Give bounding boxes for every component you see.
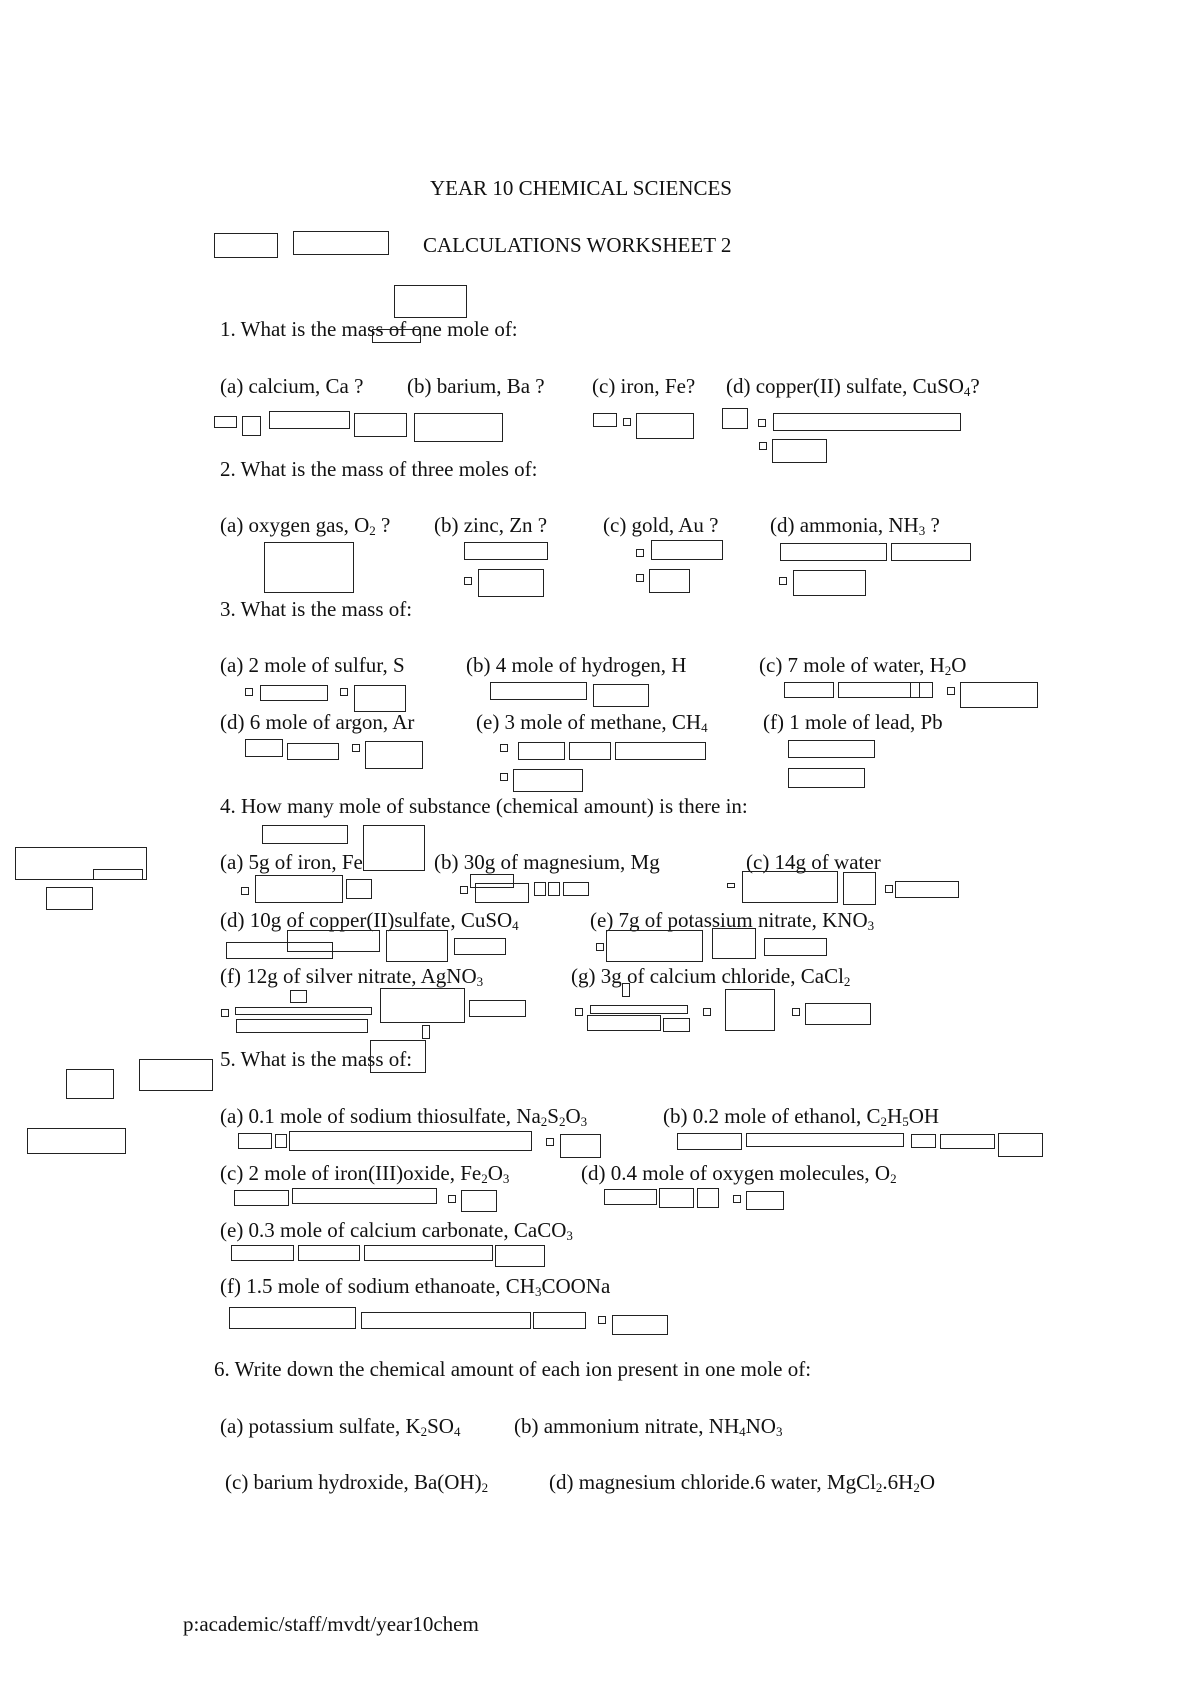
- q5-b-text: (b) 0.2 mole of ethanol, C: [663, 1104, 881, 1128]
- q3-e-sub: 4: [701, 720, 708, 735]
- empty-box: [269, 411, 350, 429]
- empty-box: [236, 1019, 368, 1033]
- q3-c-tail: O: [951, 653, 967, 677]
- q6-b-mid: NO: [745, 1414, 776, 1438]
- empty-box: [746, 1133, 904, 1147]
- empty-box: [422, 1025, 430, 1039]
- q2-a-sub: 2: [369, 523, 376, 538]
- q3-c-sub: 2: [944, 663, 952, 678]
- q5-a-mid: S: [547, 1104, 559, 1128]
- empty-box: [346, 879, 372, 899]
- q5-part-f: [220, 1274, 610, 1298]
- empty-box: [238, 1133, 272, 1149]
- empty-box: [260, 685, 328, 701]
- empty-box: [575, 1008, 583, 1016]
- q5-c-mid: O: [487, 1161, 503, 1185]
- empty-box: [895, 881, 959, 898]
- q5-f-text: (f) 1.5 mole of sodium ethanoate, CH: [220, 1274, 535, 1298]
- empty-box: [66, 1069, 114, 1099]
- empty-box: [793, 570, 866, 596]
- empty-box: [264, 542, 354, 593]
- empty-box: [606, 930, 703, 962]
- q6-a-sub1: 2: [420, 1424, 428, 1439]
- empty-box: [340, 688, 348, 696]
- q6-part-b: [514, 1414, 782, 1438]
- empty-box: [727, 883, 735, 888]
- page-subtitle: CALCULATIONS WORKSHEET 2: [423, 233, 732, 257]
- q6-a-text: (a) potassium sulfate, K: [220, 1414, 421, 1438]
- empty-box: [788, 740, 875, 758]
- empty-box: [255, 875, 343, 903]
- q4-d-sub: 4: [512, 918, 519, 933]
- q2-part-c: (c) gold, Au ?: [603, 513, 719, 537]
- empty-box: [290, 990, 307, 1003]
- q6-c-sub: 2: [481, 1480, 489, 1495]
- q4-e-text: (e) 7g of potassium nitrate, KNO: [590, 908, 868, 932]
- empty-box: [546, 1138, 554, 1146]
- q5-e-sub: 3: [566, 1228, 573, 1243]
- q3-part-c: [759, 653, 966, 677]
- empty-box: [764, 938, 827, 956]
- q4-f-sub: 3: [476, 974, 484, 989]
- q6-d-mid: .6H: [882, 1470, 914, 1494]
- empty-box: [372, 329, 421, 343]
- empty-box: [569, 742, 611, 760]
- empty-box: [697, 1188, 719, 1208]
- q3-part-d: (d) 6 mole of argon, Ar: [220, 710, 415, 734]
- empty-box: [636, 574, 644, 582]
- q1-part-c: (c) iron, Fe?: [592, 374, 696, 398]
- q4-part-d: [220, 908, 519, 932]
- q5-b-sub1: 2: [880, 1114, 888, 1129]
- q2-part-a: [220, 513, 390, 537]
- empty-box: [998, 1133, 1043, 1157]
- empty-box: [598, 1316, 606, 1324]
- empty-box: [354, 685, 406, 712]
- empty-box: [354, 413, 407, 437]
- empty-box: [773, 413, 961, 431]
- q4-part-a: (a) 5g of iron, Fe: [220, 850, 363, 874]
- q2-d-text: (d) ammonia, NH: [770, 513, 919, 537]
- q5-b-mid: H: [887, 1104, 903, 1128]
- empty-box: [677, 1133, 742, 1150]
- empty-box: [533, 1312, 586, 1329]
- empty-box: [363, 825, 425, 871]
- q6-a-mid: SO: [427, 1414, 454, 1438]
- empty-box: [649, 569, 690, 593]
- empty-box: [293, 231, 389, 255]
- empty-box: [805, 1003, 871, 1025]
- empty-box: [245, 739, 283, 757]
- empty-box: [596, 943, 604, 951]
- empty-box: [534, 882, 546, 896]
- q5-c-sub2: 3: [502, 1171, 510, 1186]
- empty-box: [500, 744, 508, 752]
- q1-d-text: (d) copper(II) sulfate, CuSO: [726, 374, 964, 398]
- empty-box: [518, 742, 565, 760]
- empty-box: [414, 413, 503, 442]
- empty-box: [231, 1245, 294, 1261]
- q4-d-text: (d) 10g of copper(II)sulfate, CuSO: [220, 908, 513, 932]
- q6-d-tail: O: [919, 1470, 936, 1494]
- q4-g-text: (g) 3g of calcium chloride, CaCl: [571, 964, 844, 988]
- empty-box: [460, 886, 468, 894]
- empty-box: [275, 1134, 287, 1148]
- q4-g-sub: 2: [843, 974, 851, 989]
- empty-box: [221, 1009, 229, 1017]
- empty-box: [139, 1059, 213, 1091]
- q2-stem: 2. What is the mass of three moles of:: [220, 457, 538, 481]
- empty-box: [461, 1190, 497, 1212]
- empty-box: [370, 1040, 426, 1073]
- q5-part-b: [663, 1104, 939, 1128]
- q2-a-tail: ?: [375, 513, 391, 537]
- empty-box: [604, 1189, 657, 1205]
- empty-box: [361, 1312, 531, 1329]
- q4-f-text: (f) 12g of silver nitrate, AgNO: [220, 964, 477, 988]
- q5-stem: 5. What is the mass of:: [220, 1047, 413, 1071]
- q6-d-sub1: 2: [875, 1480, 883, 1495]
- q6-part-a: [220, 1414, 460, 1438]
- empty-box: [746, 1191, 784, 1210]
- q5-a-sub1: 2: [540, 1114, 548, 1129]
- empty-box: [234, 1190, 289, 1206]
- empty-box: [454, 938, 506, 955]
- q6-part-d: [549, 1470, 935, 1494]
- empty-box: [792, 1008, 800, 1016]
- empty-box: [548, 882, 560, 896]
- empty-box: [214, 233, 278, 258]
- q5-c-sub1: 2: [481, 1171, 488, 1186]
- empty-box: [448, 1195, 456, 1203]
- q5-part-c: [220, 1161, 509, 1185]
- q5-a-sub2: 2: [558, 1114, 566, 1129]
- empty-box: [742, 871, 838, 903]
- empty-box: [622, 983, 630, 997]
- q6-b-sub2: 3: [775, 1424, 783, 1439]
- empty-box: [365, 741, 423, 769]
- empty-box: [245, 688, 253, 696]
- q4-part-f: [220, 964, 483, 988]
- q5-a-mid2: O: [565, 1104, 581, 1128]
- empty-box: [758, 419, 766, 427]
- q1-d-tail: ?: [970, 374, 980, 398]
- empty-box: [636, 413, 694, 439]
- empty-box: [593, 684, 649, 707]
- q5-b-sub2: 5: [902, 1114, 909, 1129]
- q4-part-b: (b) 30g of magnesium, Mg: [434, 850, 660, 874]
- empty-box: [780, 543, 887, 561]
- empty-box: [712, 928, 756, 959]
- q3-part-e: [476, 710, 708, 734]
- q5-a-text: (a) 0.1 mole of sodium thiosulfate, Na: [220, 1104, 541, 1128]
- empty-box: [593, 413, 617, 427]
- q6-b-sub1: 4: [739, 1424, 746, 1439]
- empty-box: [478, 569, 544, 597]
- q1-stem: 1. What is the mass of one mole of:: [220, 317, 518, 341]
- q2-d-tail: ?: [925, 513, 940, 537]
- empty-box: [513, 769, 583, 792]
- empty-box: [292, 1188, 437, 1204]
- empty-box: [464, 577, 472, 585]
- q2-part-d: [770, 513, 940, 537]
- empty-box: [733, 1195, 741, 1203]
- q5-f-tail: COONa: [541, 1274, 611, 1298]
- empty-box: [885, 885, 893, 893]
- empty-box: [911, 1134, 936, 1148]
- q1-part-b: (b) barium, Ba ?: [407, 374, 545, 398]
- empty-box: [475, 883, 529, 903]
- empty-box: [46, 887, 93, 910]
- empty-box: [587, 1015, 661, 1031]
- q5-c-text: (c) 2 mole of iron(III)oxide, Fe: [220, 1161, 482, 1185]
- empty-box: [298, 1245, 360, 1261]
- empty-box: [722, 408, 748, 429]
- q3-part-a: (a) 2 mole of sulfur, S: [220, 653, 405, 677]
- q6-stem: 6. Write down the chemical amount of each ion present in one mole of:: [214, 1357, 812, 1381]
- empty-box: [289, 1131, 532, 1151]
- empty-box: [910, 682, 920, 698]
- q5-part-d: [581, 1161, 897, 1185]
- q5-f-sub: 3: [534, 1284, 542, 1299]
- empty-box: [784, 682, 834, 698]
- q2-d-sub: 3: [918, 523, 926, 538]
- empty-box: [27, 1128, 126, 1154]
- q5-a-sub3: 3: [580, 1114, 588, 1129]
- empty-box: [464, 542, 548, 560]
- q6-a-sub2: 4: [453, 1424, 461, 1439]
- q6-part-c: [225, 1470, 488, 1494]
- q6-b-text: (b) ammonium nitrate, NH: [514, 1414, 740, 1438]
- q4-stem: 4. How many mole of substance (chemical amount) is there in:: [220, 794, 748, 818]
- empty-box: [563, 882, 589, 896]
- empty-box: [495, 1245, 545, 1267]
- empty-box: [364, 1245, 493, 1261]
- empty-box: [560, 1134, 601, 1158]
- empty-box: [469, 1000, 526, 1017]
- empty-box: [590, 1005, 688, 1014]
- empty-box: [651, 540, 723, 560]
- empty-box: [380, 988, 465, 1023]
- q5-d-text: (d) 0.4 mole of oxygen molecules, O: [581, 1161, 891, 1185]
- q6-d-text: (d) magnesium chloride.6 water, MgCl: [549, 1470, 876, 1494]
- empty-box: [623, 418, 631, 426]
- q2-a-text: (a) oxygen gas, O: [220, 513, 370, 537]
- q3-part-f: (f) 1 mole of lead, Pb: [763, 710, 943, 734]
- empty-box: [612, 1315, 668, 1335]
- q5-part-e: [220, 1218, 573, 1242]
- q4-part-g: [571, 964, 850, 988]
- empty-box: [772, 439, 827, 463]
- empty-box: [703, 1008, 711, 1016]
- empty-box: [725, 989, 775, 1031]
- empty-box: [93, 869, 143, 880]
- empty-box: [659, 1188, 694, 1208]
- q2-part-b: (b) zinc, Zn ?: [434, 513, 548, 537]
- empty-box: [241, 887, 249, 895]
- empty-box: [615, 742, 706, 760]
- q4-part-c: (c) 14g of water: [746, 850, 881, 874]
- empty-box: [940, 1134, 995, 1149]
- empty-box: [386, 930, 448, 962]
- empty-box: [490, 682, 587, 700]
- q3-part-b: (b) 4 mole of hydrogen, H: [466, 653, 687, 677]
- q1-part-a: (a) calcium, Ca ?: [220, 374, 364, 398]
- empty-box: [843, 872, 876, 905]
- q3-e-text: (e) 3 mole of methane, CH: [476, 710, 702, 734]
- q5-b-tail: OH: [908, 1104, 940, 1128]
- empty-box: [352, 744, 360, 752]
- empty-box: [663, 1018, 690, 1032]
- q1-d-sub: 4: [963, 384, 971, 399]
- empty-box: [394, 285, 467, 318]
- empty-box: [788, 768, 865, 788]
- q3-c-text: (c) 7 mole of water, H: [759, 653, 945, 677]
- empty-box: [235, 1007, 372, 1015]
- empty-box: [500, 773, 508, 781]
- empty-box: [229, 1307, 356, 1329]
- empty-box: [759, 442, 767, 450]
- footer-file-path: p:academic/staff/mvdt/year10chem: [183, 1612, 479, 1636]
- q6-c-text: (c) barium hydroxide, Ba(OH): [225, 1470, 482, 1494]
- q5-d-sub: 2: [890, 1171, 897, 1186]
- q6-d-sub2: 2: [913, 1480, 920, 1495]
- q3-stem: 3. What is the mass of:: [220, 597, 413, 621]
- empty-box: [214, 416, 237, 428]
- empty-box: [960, 682, 1038, 708]
- empty-box: [226, 942, 333, 959]
- empty-box: [262, 825, 348, 844]
- empty-box: [287, 743, 339, 760]
- q5-part-a: [220, 1104, 587, 1128]
- q1-part-d: [726, 374, 980, 398]
- empty-box: [636, 549, 644, 557]
- empty-box: [779, 577, 787, 585]
- empty-box: [242, 416, 261, 436]
- q5-e-text: (e) 0.3 mole of calcium carbonate, CaCO: [220, 1218, 567, 1242]
- q4-e-sub: 3: [867, 918, 875, 933]
- page-title: YEAR 10 CHEMICAL SCIENCES: [430, 176, 732, 200]
- empty-box: [947, 687, 955, 695]
- empty-box: [891, 543, 971, 561]
